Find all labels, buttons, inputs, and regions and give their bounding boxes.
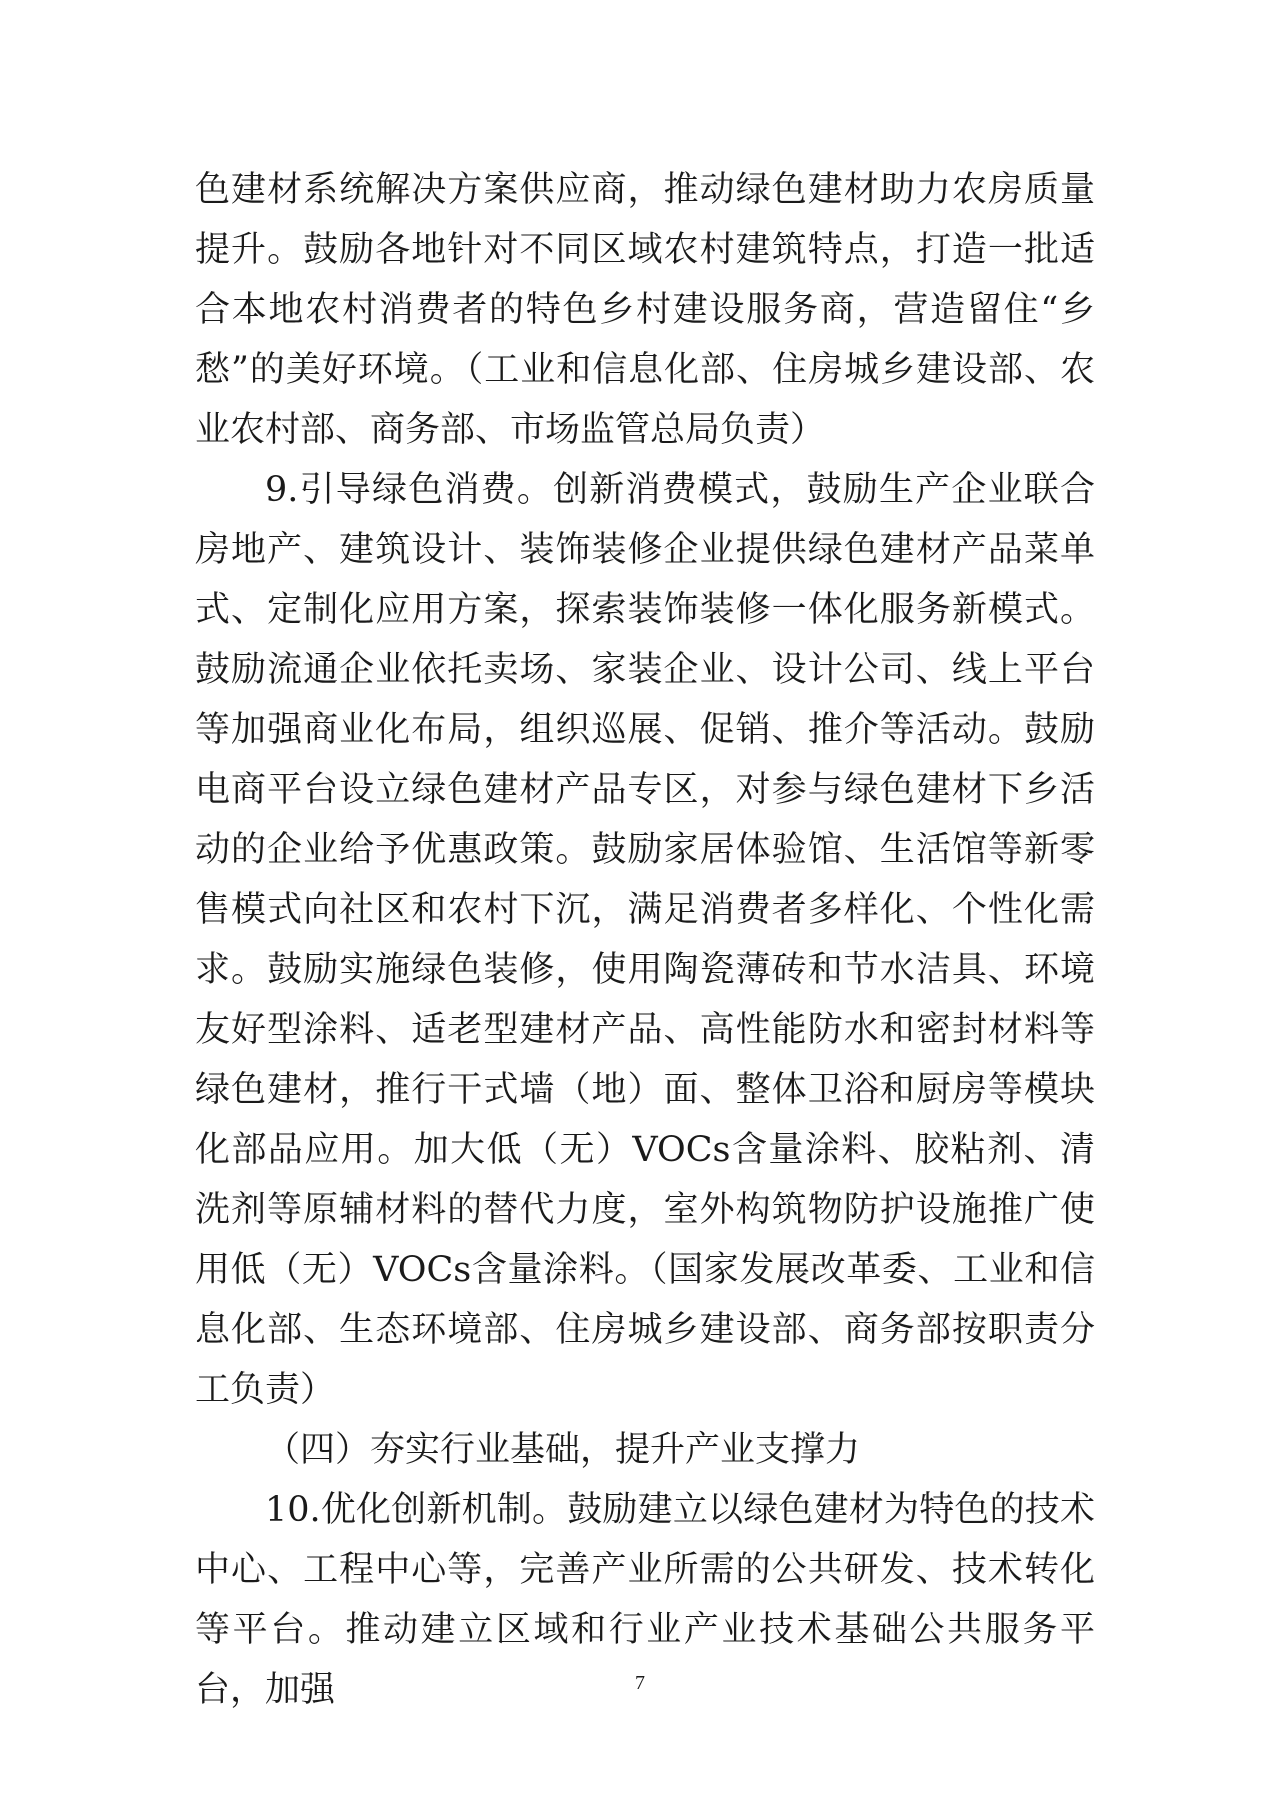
page-number: 7 [635,1672,645,1694]
body-text [195,160,1095,1720]
section-heading-4: （四）夯实行业基础，提升产业支撑力 [265,1430,861,1470]
paragraph-item-10: 10.优化创新机制。鼓励建立以绿色建材为特色的技术中心、工程中心等，完善产业所需的公共研发、技术转化等平台。推动建立区域和行业产业技术基础公共服务平台，加强 [195,1490,1095,1710]
paragraph-continuation: 色建材系统解决方案供应商，推动绿色建材助力农房质量提升。鼓励各地针对不同区域农村建筑特点，打造一批适合本地农村消费者的特色乡村建设服务商，营造留住“乡愁”的美好环境。（工业和信息化部、住房城乡建设部、农业农村部、商务部、市场监管总局负责） [195,170,1095,450]
paragraph-item-9: 9.引导绿色消费。创新消费模式，鼓励生产企业联合房地产、建筑设计、装饰装修企业提供绿色建材产品菜单式、定制化应用方案，探索装饰装修一体化服务新模式。鼓励流通企业依托卖场、家装企业、设计公司、线上平台等加强商业化布局，组织巡展、促销、推介等活动。鼓励电商平台设立绿色建材产品专区，对参与绿色建材下乡活动的企业给予优惠政策。鼓励家居体验馆、生活馆等新零售模式向社区和农村下沉，满足消费者多样化、个性化需求。鼓励实施绿色装修，使用陶瓷薄砖和节水洁具、环境友好型涂料、适老型建材产品、高性能防水和密封材料等绿色建材，推行干式墙（地）面、整体卫浴和厨房等模块化部品应用。加大低（无）VOCs含量涂料、胶粘剂、清洗剂等原辅材料的替代力度，室外构筑物防护设施推广使用低（无）VOCs含量涂料。（国家发展改革委、工业和信息化部、生态环境部、住房城乡建设部、商务部按职责分工负责） [195,470,1095,1410]
